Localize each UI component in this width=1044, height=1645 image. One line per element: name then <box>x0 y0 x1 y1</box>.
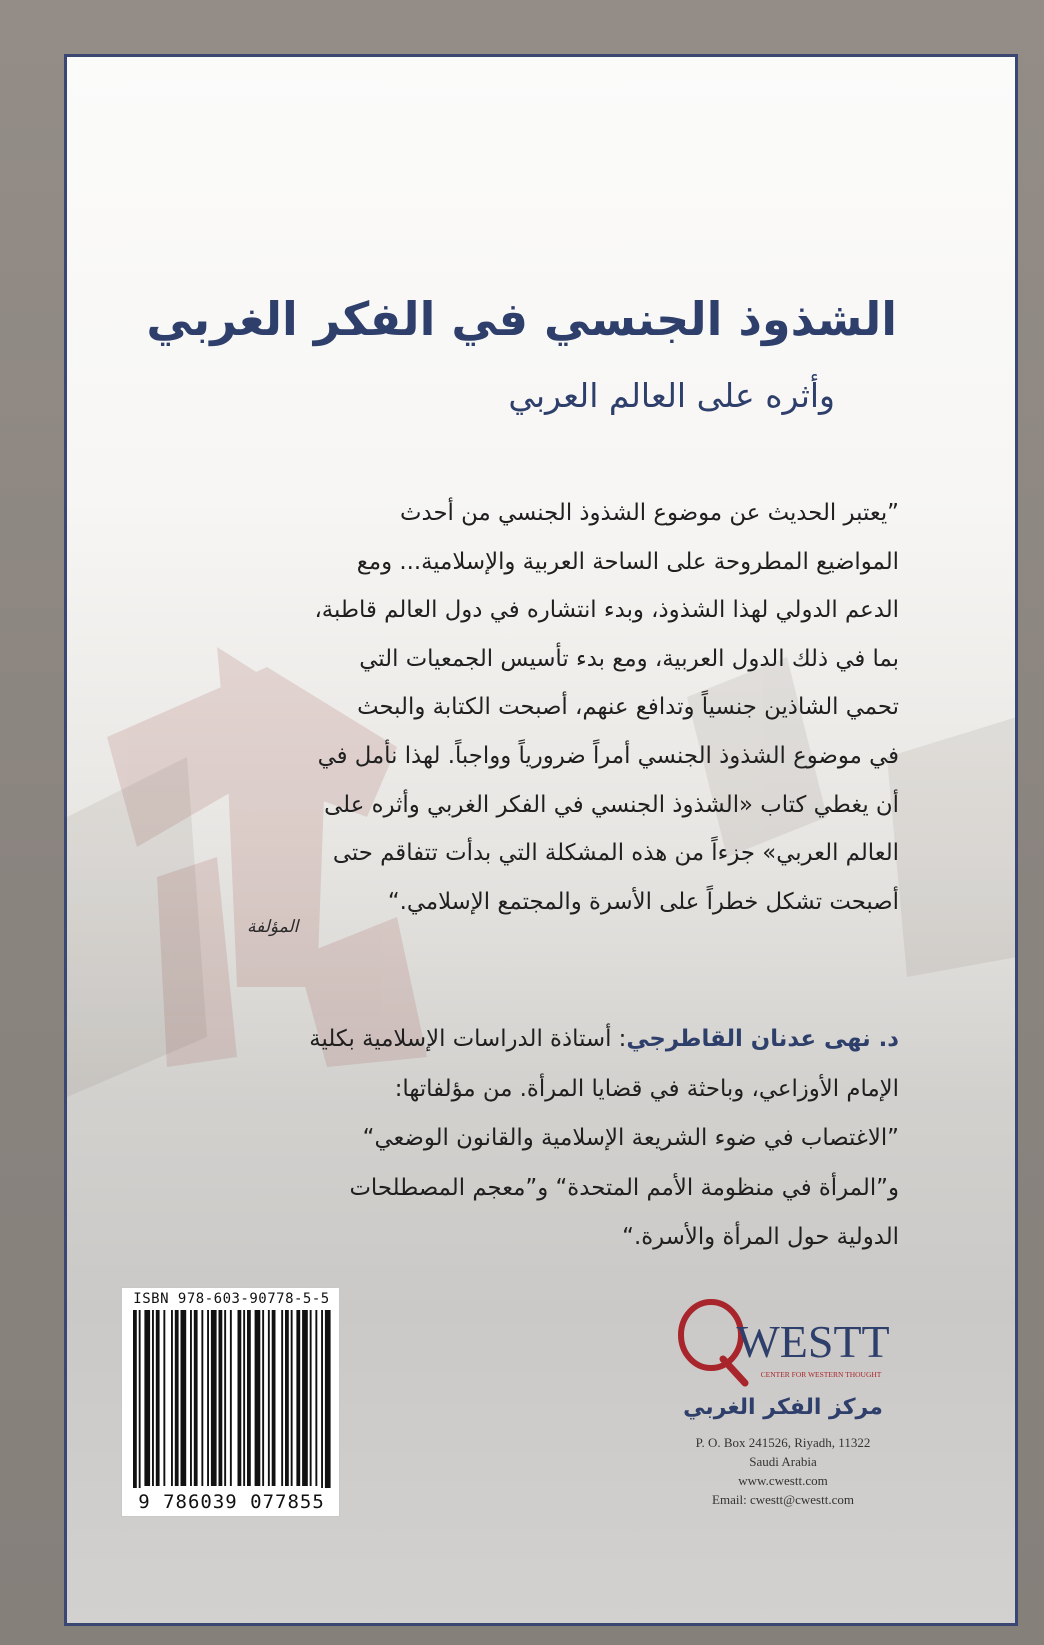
publisher-name-ar: مركز الفكر الغربي <box>683 1395 883 1420</box>
barcode-bars <box>127 1310 336 1490</box>
barcode-bar <box>163 1310 165 1486</box>
barcode-bar <box>255 1310 261 1486</box>
barcode-bar <box>156 1310 160 1486</box>
barcode-bar <box>224 1310 226 1486</box>
barcode-bar <box>238 1310 242 1486</box>
barcode-bar <box>310 1310 312 1486</box>
author-signature: المؤلفة <box>247 917 299 937</box>
publisher-website: www.cwestt.com <box>738 1473 828 1488</box>
barcode-bar <box>296 1310 300 1486</box>
bio-line <box>223 1015 899 1065</box>
barcode-bar <box>175 1310 179 1486</box>
bio-line: الدولية حول المرأة والأسرة.“ <box>622 1224 899 1250</box>
isbn-label: ISBN 978-603-90778-5-5 <box>133 1291 330 1307</box>
quote-line: تحمي الشاذين جنسياً وتدافع عنهم، أصبحت الكتابة والبحث <box>357 694 899 721</box>
barcode-bar <box>194 1310 198 1486</box>
bio-line: الإمام الأوزاعي، وباحثة في قضايا المرأة. من مؤلفاتها: <box>394 1075 899 1102</box>
barcode-bar <box>285 1310 289 1486</box>
barcode-bar <box>302 1310 308 1486</box>
barcode-bar <box>230 1310 232 1486</box>
author-bio <box>223 1015 899 1263</box>
publisher-address: P. O. Box 241526, Riyadh, 11322 <box>695 1435 871 1450</box>
barcode-bar <box>181 1310 187 1486</box>
quote-line: المواضيع المطروحة على الساحة العربية والإسلامية... ومع <box>356 548 899 575</box>
barcode-bar <box>211 1310 217 1486</box>
quote-line: أصبحت تشكل خطراً على الأسرة والمجتمع الإسلامي.“ <box>387 888 899 915</box>
barcode-bar <box>262 1310 264 1486</box>
barcode-bar <box>243 1310 245 1486</box>
barcode-bar <box>321 1310 323 1488</box>
bio-line: ”الاغتصاب في ضوء الشريعة الإسلامية والقانون الوضعي“ <box>362 1125 899 1151</box>
westt-logo <box>663 1293 903 1393</box>
barcode-bar <box>207 1310 209 1486</box>
barcode-bar <box>139 1310 141 1488</box>
author-name: د. نهى عدنان القاطرجي <box>626 1026 899 1052</box>
bio-line: و”المرأة في منظومة الأمم المتحدة“ و”معجم المصطلحات <box>349 1174 899 1201</box>
quote-line: أن يغطي كتاب «الشذوذ الجنسي في الفكر الغربي وأثره على <box>324 791 899 818</box>
bio-line1-rest: : أستاذة الدراسات الإسلامية بكلية <box>309 1026 627 1052</box>
publisher-country: Saudi Arabia <box>749 1454 817 1469</box>
barcode-bar <box>291 1310 293 1486</box>
quote-line: في موضوع الشذوذ الجنسي أمراً ضرورياً وواجباً. لهذا نأمل في <box>317 742 899 769</box>
book-title: الشذوذ الجنسي في الفكر الغربي <box>146 292 897 346</box>
barcode-bar <box>325 1310 331 1488</box>
book-subtitle: وأثره على العالم العربي <box>508 376 835 415</box>
barcode-bar <box>171 1310 173 1486</box>
quote-line: بما في ذلك الدول العربية، ومع بدء تأسيس الجمعيات التي <box>359 645 899 672</box>
logo-tagline: CENTER FOR WESTERN THOUGHT <box>760 1370 882 1379</box>
barcode-bar <box>152 1310 154 1486</box>
quote-line: العالم العربي» جزءاً من هذه المشكلة التي بدأت تتفاقم حتى <box>332 840 899 867</box>
blurb-quote <box>223 489 899 926</box>
barcode-bar <box>268 1310 270 1486</box>
barcode-bar <box>219 1310 223 1486</box>
quote-line: الدعم الدولي لهذا الشذوذ، وبدء انتشاره في دول العالم قاطبة، <box>314 597 899 624</box>
publisher-email: Email: cwestt@cwestt.com <box>712 1492 854 1507</box>
logo-text: WESTT <box>736 1316 890 1367</box>
barcode-bar <box>281 1310 283 1486</box>
barcode-bar <box>272 1310 276 1486</box>
isbn-barcode <box>121 1287 340 1517</box>
barcode-bar <box>133 1310 137 1488</box>
barcode-bar <box>247 1310 251 1486</box>
ean-digits: 9 786039 077855 <box>138 1491 325 1513</box>
barcode-bar <box>315 1310 317 1486</box>
cover-panel <box>64 54 1018 1626</box>
quote-line: ”يعتبر الحديث عن موضوع الشذوذ الجنسي من أحدث <box>400 500 899 526</box>
barcode-bar <box>190 1310 192 1486</box>
barcode-bar <box>201 1310 203 1486</box>
barcode-bar <box>144 1310 150 1486</box>
